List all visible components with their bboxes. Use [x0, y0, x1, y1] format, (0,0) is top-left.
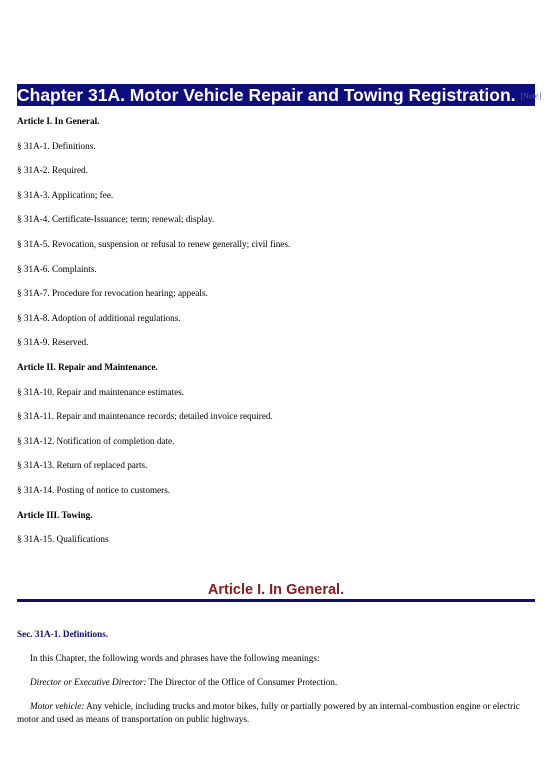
section-heading: Sec. 31A-1. Definitions. — [17, 629, 109, 639]
definition-paragraph — [17, 700, 535, 725]
definition-text: The Director of the Office of Consumer Protection. — [146, 677, 338, 687]
toc-section-link[interactable]: § 31A-12. Notification of completion date. — [17, 435, 175, 446]
toc-section-link[interactable]: § 31A-7. Procedure for revocation hearing; appeals. — [17, 288, 208, 299]
chapter-title: Chapter 31A. Motor Vehicle Repair and Towing Registration. — [17, 85, 516, 105]
toc-section-link[interactable]: § 31A-4. Certificate-Issuance; term; renewal; display. — [17, 214, 215, 225]
toc-section-link[interactable]: § 31A-8. Adoption of additional regulations. — [17, 312, 181, 323]
definition-term: Director or Executive Director: — [30, 677, 147, 687]
definition-term: Motor vehicle: — [30, 701, 85, 711]
toc-section-link[interactable]: § 31A-10. Repair and maintenance estimates. — [17, 386, 185, 397]
toc-section-link[interactable]: § 31A-15. Qualifications — [17, 534, 109, 545]
definition-text: Any vehicle, including trucks and motor bikes, fully or partially powered by an internal-combustion engine or electric motor and used as means of transportation on public highways. — [17, 701, 520, 724]
article-divider — [17, 599, 535, 602]
toc-section-link[interactable]: § 31A-6. Complaints. — [17, 263, 97, 274]
toc-article-heading: Article I. In General. — [17, 116, 100, 126]
toc-section-link[interactable]: § 31A-11. Repair and maintenance records; detailed invoice required. — [17, 411, 273, 422]
chapter-title-banner — [17, 84, 542, 106]
toc-section-link[interactable]: § 31A-9. Reserved. — [17, 337, 89, 348]
toc-section-link[interactable]: § 31A-1. Definitions. — [17, 140, 96, 151]
chapter-note-link[interactable]: [Note] — [520, 91, 542, 101]
definition-paragraph — [17, 676, 535, 689]
toc-section-link[interactable]: § 31A-5. Revocation, suspension or refusal to renew generally; civil fines. — [17, 238, 291, 249]
toc-article-heading: Article II. Repair and Maintenance. — [17, 361, 158, 372]
table-of-contents — [17, 115, 535, 558]
toc-section-link[interactable]: § 31A-13. Return of replaced parts. — [17, 460, 148, 471]
document-page — [17, 84, 542, 724]
toc-section-link[interactable]: § 31A-2. Required. — [17, 165, 88, 176]
section-intro-paragraph — [17, 652, 535, 665]
toc-section-link[interactable]: § 31A-14. Posting of notice to customers. — [17, 484, 171, 495]
article-title: Article I. In General. — [207, 582, 345, 598]
toc-section-link[interactable]: § 31A-3. Application; fee. — [17, 189, 114, 200]
toc-article-heading: Article III. Towing. — [17, 509, 93, 520]
section-intro-text: In this Chapter, the following words and phrases have the following meanings: — [30, 653, 320, 663]
